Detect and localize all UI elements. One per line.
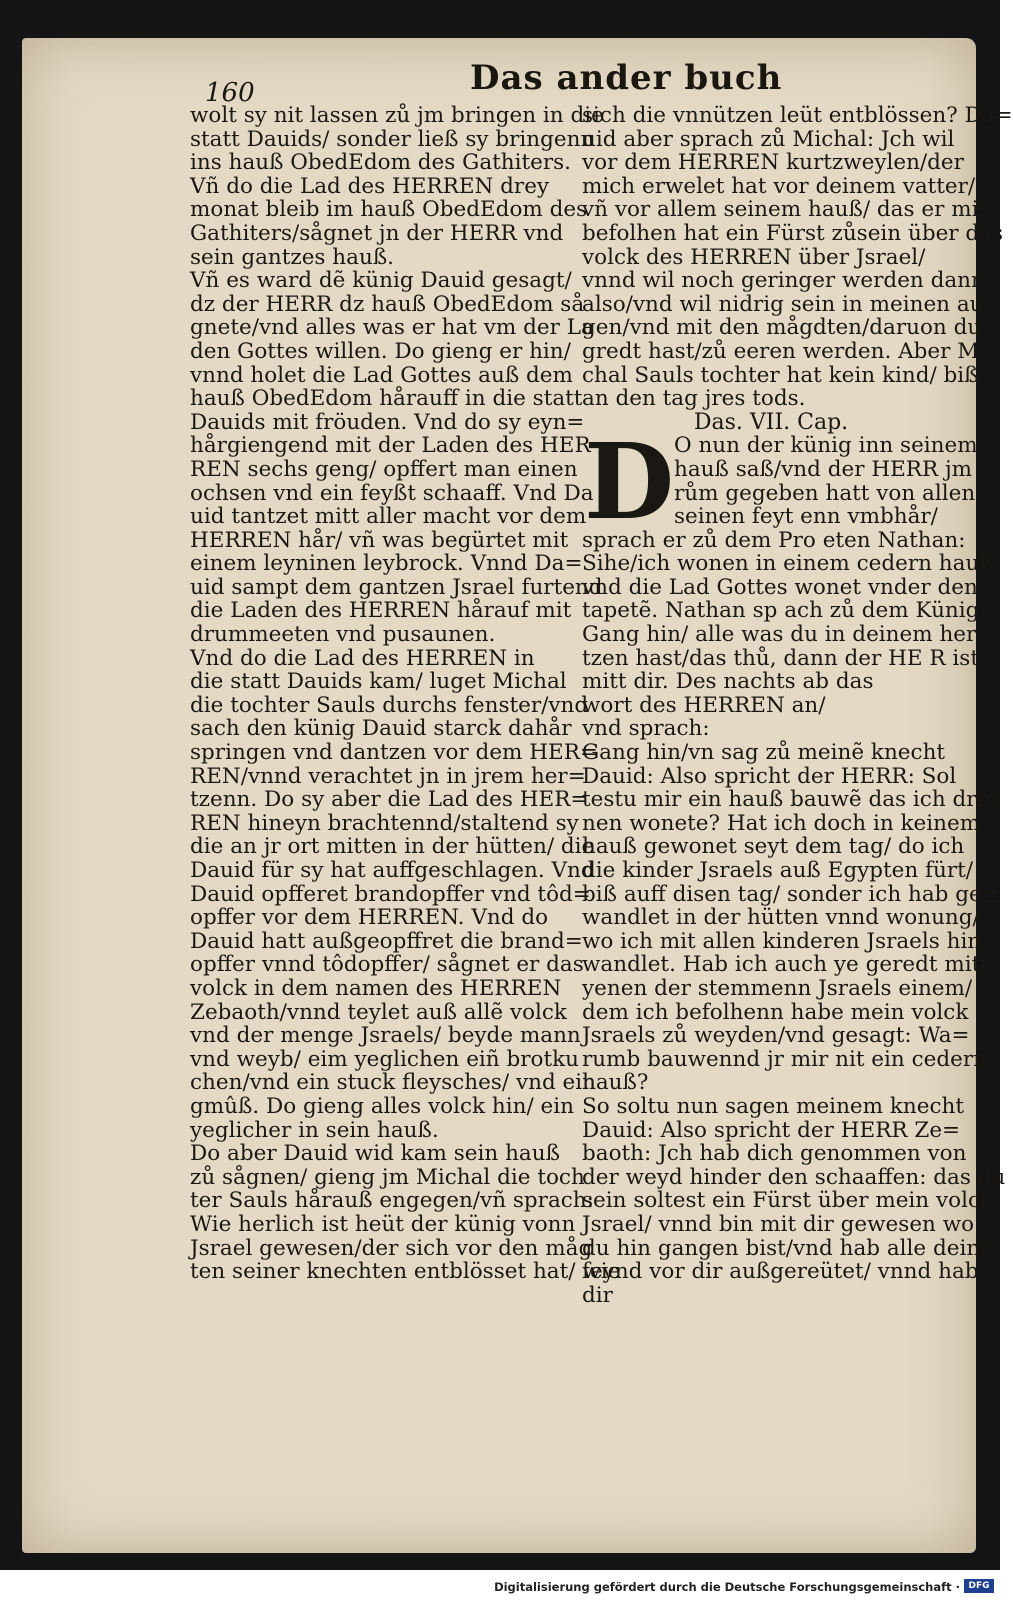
text-line: tzenn. Do sy aber die Lad des HER= [190,787,589,813]
text-line: gredt hast/zů eeren werden. Aber Mi [582,338,987,364]
text-line: mich erwelet hat vor deinem vatter/ [582,173,976,199]
text-line: sach den künig Dauid starck dahår [190,716,572,742]
text-line: sein gantzes hauß. [190,244,395,270]
text-line: opffer vnnd tôdopffer/ sågnet er das [190,952,584,978]
text-line: an den tag jres tods. [582,386,806,412]
text-line: statt Dauids/ sonder ließ sy bringenn [190,126,595,152]
page-number: 160 [205,78,255,108]
text-line: Vnd do die Lad des HERREN in [190,645,535,671]
text-line: Jsraels zů weyden/vnd gesagt: Wa= [582,1023,970,1049]
text-line: feynd vor dir außgereütet/ vnnd hab [582,1259,979,1285]
text-line: einem leyninen leybrock. Vnnd Da= [190,551,583,577]
text-line: drummeeten vnd pusaunen. [190,622,496,648]
text-line: befolhen hat ein Fürst zůsein über das [582,220,1004,246]
text-line: springen vnd dantzen vor dem HER= [190,740,598,766]
text-line: sprach er zů dem Pro eten Nathan: [582,527,966,553]
text-line: vnd die Lad Gottes wonet vnder den [582,574,978,600]
text-line: vñ vor allem seinem hauß/ das er mir [582,197,989,223]
text-line: sich die vnnützen leüt entblössen? Da= [582,103,1013,128]
text-line: wandlet. Hab ich auch ye geredt mitt [582,952,989,978]
text-line: vnnd wil noch geringer werden dann [582,268,985,294]
chapter-heading: Das. VII. Cap. [693,409,849,435]
text-line: biß auff disen tag/ sonder ich hab ge= [582,881,1000,907]
text-line: uid aber sprach zů Michal: Jch wil [582,126,955,152]
text-line: seinen feyt enn vmbhår/ [674,504,938,530]
dfg-logo-icon: DFG [964,1579,994,1593]
right-column-bottom-text [582,527,1006,1308]
text-line: die statt Dauids kam/ luget Michal [190,669,567,695]
footer-bar [0,1576,1000,1608]
text-line: baoth: Jch hab dich genommen von [582,1141,967,1167]
text-line: chal Sauls tochter hat kein kind/ biß [582,362,979,388]
text-line: Sihe/ich wonen in einem cedern hauß [582,551,994,577]
text-line: Do aber Dauid wid kam sein hauß [190,1141,560,1167]
right-column [582,103,1013,1308]
text-line: volck in dem namen des HERREN [190,975,562,1001]
text-line: ochsen vnd ein feyßt schaaff. Vnd Da [190,480,594,506]
text-line: wolt sy nit lassen zů jm bringen in die [190,103,604,128]
text-line: dz der HERR dz hauß ObedEdom så [190,291,585,317]
text-line: uid tantzet mitt aller macht vor dem [190,504,587,530]
text-line: den Gottes willen. Do gieng er hin/ [190,338,571,364]
right-column-top-text [582,103,1013,412]
text-line: REN sechs geng/ opffert man einen [190,456,578,482]
text-line: opffer vor dem HERREN. Vnd do [190,905,549,931]
text-line: Gang hin/vn sag zů meinẽ knecht [582,740,946,766]
text-line: REN/vnnd verachtet jn in jrem her= [190,763,586,789]
text-line: gnete/vnd alles was er hat vm der La [190,315,594,341]
text-line: Dauid opfferet brandopffer vnd tôd= [190,881,591,907]
text-line: volck des HERREN über Jsrael/ [582,244,926,270]
text-line: dir [582,1282,613,1308]
text-line: tzen hast/das thů, dann der HE R ist [582,645,979,671]
text-line: zů sågnen/ gieng jm Michal die toch [190,1164,585,1190]
text-line: REN hineyn brachtennd/staltend sy [190,810,579,836]
text-line: mitt dir. Des nachts ab das [582,669,874,695]
text-line: yenen der stemmenn Jsraels einem/ [582,975,973,1001]
text-line: testu mir ein hauß bauwẽ das ich drin [582,787,998,813]
text-line: sein soltest ein Fürst über mein volck [582,1188,994,1214]
text-line: gen/vnd mit den mågdten/daruon du [582,315,982,341]
text-line: Gathiters/sågnet jn der HERR vnd [190,220,564,246]
text-line: hauß gewonet seyt dem tag/ do ich [582,834,965,860]
text-line: dem ich befolhenn habe mein volck [582,999,969,1025]
text-line: wort des HERREN an/ [582,692,826,718]
text-line: chen/vnd ein stuck fleysches/ vnd ein [190,1070,597,1096]
text-line: So soltu nun sagen meinem knecht [582,1093,964,1119]
text-line: ter Sauls hårauß engegen/vñ sprach: [190,1188,594,1214]
text-line: Jsrael/ vnnd bin mit dir gewesen wo [582,1211,975,1237]
footer-credit: Digitalisierung gefördert durch die Deutsche Forschungsgemeinschaft · [494,1580,960,1594]
text-line: vnd sprach: [582,716,710,742]
text-line: vor dem HERREN kurtzweylen/der [582,150,964,176]
text-line: yeglicher in sein hauß. [190,1117,439,1143]
text-line: wandlet in der hütten vnnd wonung/ [582,905,980,931]
text-line: hauß ObedEdom hårauff in die statt [190,386,583,412]
text-line: ten seiner knechten entblösset hat/ wie [190,1259,621,1285]
drop-cap-initial: D [584,420,675,544]
text-line: ins hauß ObedEdom des Gathiters. [190,150,572,176]
text-line: Dauid für sy hat auffgeschlagen. Vnd [190,858,595,883]
text-line: die kinder Jsraels auß Egypten fürt/ [582,858,973,883]
text-line: tapetẽ. Nathan sp ach zů dem Künig: [582,598,987,624]
text-line: vnd weyb/ eim yeglichen eiñ brotku [190,1046,579,1072]
text-line: Dauid: Also spricht der HERR Ze= [582,1117,961,1143]
text-line: hauß? [582,1070,649,1096]
text-line: Vñ es ward dẽ künig Dauid gesagt/ [190,268,572,294]
text-line: vnd der menge Jsraels/ beyde mann [190,1023,581,1049]
text-line: Zebaoth/vnnd teylet auß allẽ volck [190,999,567,1025]
text-line: hårgiengend mit der Laden des HER [190,433,591,459]
text-line: vnnd holet die Lad Gottes auß dem [190,362,573,388]
text-line: Vñ do die Lad des HERREN drey [190,173,550,199]
text-line: Dauids mit fröuden. Vnd do sy eyn= [190,409,585,435]
text-line: die tochter Sauls durchs fenster/vnd [190,692,589,718]
text-line: wo ich mit allen kinderen Jsraels hin [582,928,982,954]
text-line: Gang hin/ alle was du in deinem her [582,622,977,648]
text-line: gmûß. Do gieng alles volck hin/ ein [190,1093,574,1119]
text-line: monat bleib im hauß ObedEdom des [190,197,588,223]
text-line: uid sampt dem gantzen Jsrael furtend [190,574,603,600]
text-line: nen wonete? Hat ich doch in keinem [582,810,981,836]
text-line: Jsrael gewesen/der sich vor den måg [190,1235,593,1261]
text-line: O nun der künig inn seinem [674,433,978,459]
text-line: der weyd hinder den schaaffen: das du [582,1164,1006,1190]
running-head: Das ander buch [470,58,783,98]
text-line: rům gegeben hatt von allen [674,480,976,506]
text-line: HERREN hår/ vñ was begürtet mit [190,527,569,553]
text-line: die Laden des HERREN hårauf mit [190,598,572,624]
text-line: also/vnd wil nidrig sein in meinen au [582,291,984,317]
text-line: hauß saß/vnd der HERR jm [674,456,973,482]
text-line: Dauid: Also spricht der HERR: Sol [582,763,957,789]
text-line: Dauid hatt außgeopffret die brand= [190,928,583,954]
text-line: Wie herlich ist heüt der künig vonn [190,1211,576,1237]
text-line: du hin gangen bist/vnd hab alle deine [582,1235,993,1261]
text-line: die an jr ort mitten in der hütten/ die [190,834,595,860]
left-column [190,103,621,1285]
text-line: rumb bauwennd jr mir nit ein cedern [582,1046,987,1072]
